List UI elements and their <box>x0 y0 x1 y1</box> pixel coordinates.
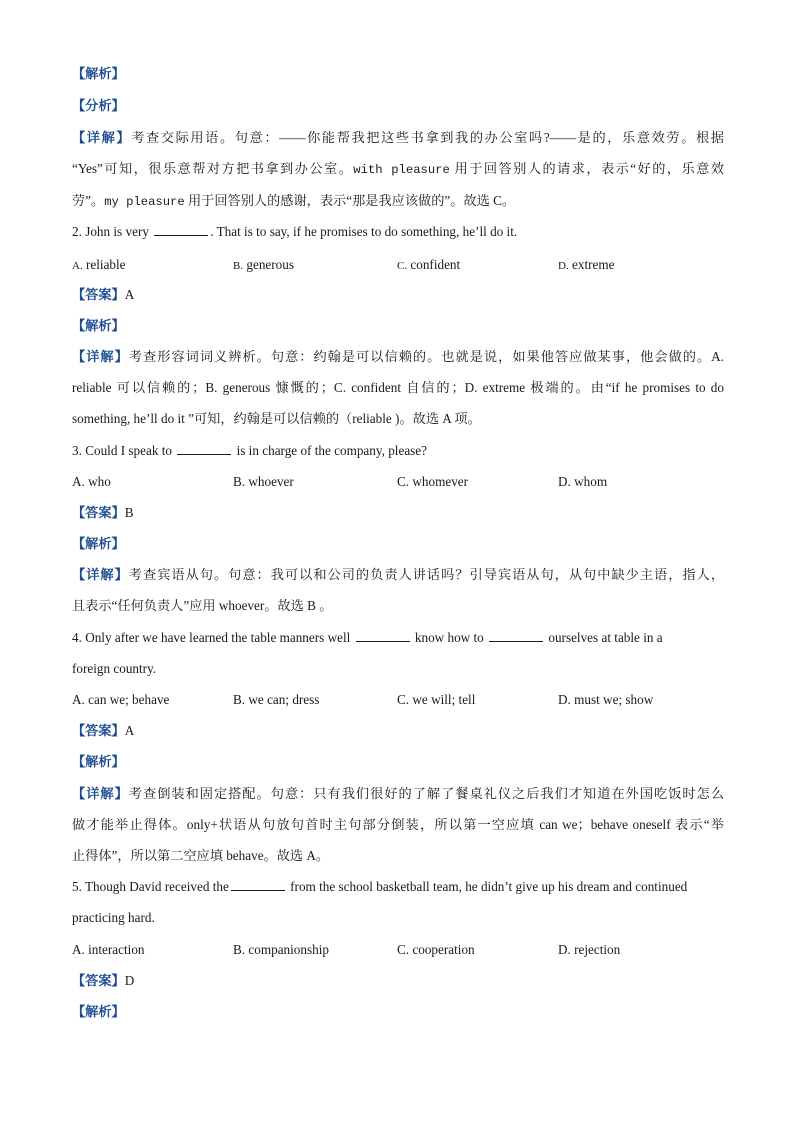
option-a: A. can we; behave <box>72 692 170 707</box>
answer-blank <box>154 224 208 236</box>
option-c: C. confident <box>397 257 461 272</box>
question-4-stem-continued: foreign country. <box>72 661 157 676</box>
question-5-stem-continued: practicing hard. <box>72 910 155 925</box>
option-b: B. generous <box>233 257 294 272</box>
detail-paragraph-line: reliable 可以信赖的；B. generous 慷慨的；C. confident 自信的；D. extreme 极端的。由“if he promises to do <box>72 380 724 395</box>
option-c: C. cooperation <box>397 942 475 957</box>
analysis-subheading: 【分析】 <box>72 98 125 113</box>
detail-paragraph-line: 【详解】考查交际用语。句意：——你能帮我把这些书拿到我的办公室吗?——是的，乐意效劳。根据 <box>72 130 724 145</box>
detail-paragraph-line: 劳”。my pleasure 用于回答别人的感谢，表示“那是我应该做的”。故选 C。 <box>72 193 516 209</box>
answer-blank <box>231 879 285 891</box>
analysis-heading: 【解析】 <box>72 1004 125 1019</box>
analysis-heading: 【解析】 <box>72 318 125 333</box>
detail-paragraph-line: 且表示“任何负责人”应用 whoever。故选 B 。 <box>72 598 333 613</box>
answer-value: D <box>124 973 135 988</box>
option-d: D. whom <box>558 474 608 489</box>
option-a: A. interaction <box>72 942 145 957</box>
option-c: C. whomever <box>397 474 469 489</box>
answer-value: A <box>124 287 135 302</box>
detail-paragraph-line: 做才能举止得体。only+状语从句放句首时主句部分倒装，所以第一空应填 can we；behave oneself 表示“举 <box>72 817 724 832</box>
option-c: C. we will; tell <box>397 692 476 707</box>
option-b: B. whoever <box>233 474 294 489</box>
option-a: A. reliable <box>72 257 126 272</box>
option-d: D. rejection <box>558 942 621 957</box>
detail-label: 【详解】 <box>72 130 132 145</box>
option-b: B. we can; dress <box>233 692 320 707</box>
answer-blank <box>177 443 231 455</box>
answer-value: B <box>124 505 134 520</box>
answer-blank <box>489 630 543 642</box>
detail-paragraph-line: something, he’ll do it ”可知，约翰是可以信赖的（reliable )。故选 A 项。 <box>72 411 481 426</box>
answer-line: 【答案】D <box>72 973 135 988</box>
question-4-stem: 4. Only after we have learned the table manners well know how to ourselves at table in a <box>72 630 663 645</box>
answer-blank <box>356 630 410 642</box>
option-d: D. must we; show <box>558 692 654 707</box>
answer-line: 【答案】B <box>72 505 134 520</box>
option-d: D. extreme <box>558 257 615 272</box>
option-a: A. who <box>72 474 111 489</box>
analysis-heading: 【解析】 <box>72 66 125 81</box>
option-b: B. companionship <box>233 942 329 957</box>
answer-line: 【答案】A <box>72 287 135 302</box>
answer-value: A <box>124 723 135 738</box>
detail-paragraph-line: “Yes”可知，很乐意帮对方把书拿到办公室。with pleasure 用于回答别人的请求，表示“好的，乐意效 <box>72 161 725 177</box>
analysis-heading: 【解析】 <box>72 536 125 551</box>
answer-line: 【答案】A <box>72 723 135 738</box>
question-2-stem: 2. John is very . That is to say, if he promises to do something, he’ll do it. <box>72 224 518 239</box>
analysis-heading: 【解析】 <box>72 754 125 769</box>
detail-paragraph-line: 【详解】考查形容词词义辨析。句意：约翰是可以信赖的。也就是说，如果他答应做某事，他会做的。A. <box>72 349 725 364</box>
detail-paragraph-line: 止得体”，所以第二空应填 behave。故选 A。 <box>72 848 330 863</box>
question-3-stem: 3. Could I speak to is in charge of the company, please? <box>72 443 428 458</box>
question-5-stem: 5. Though David received the from the school basketball team, he didn’t give up his dream and continued <box>72 879 688 894</box>
detail-paragraph-line: 【详解】考查倒装和固定搭配。句意：只有我们很好的了解了餐桌礼仪之后我们才知道在外国吃饭时怎么 <box>72 786 725 801</box>
detail-paragraph-line: 【详解】考查宾语从句。句意：我可以和公司的负责人讲话吗？引导宾语从句，从句中缺少主语，指人， <box>72 567 725 582</box>
